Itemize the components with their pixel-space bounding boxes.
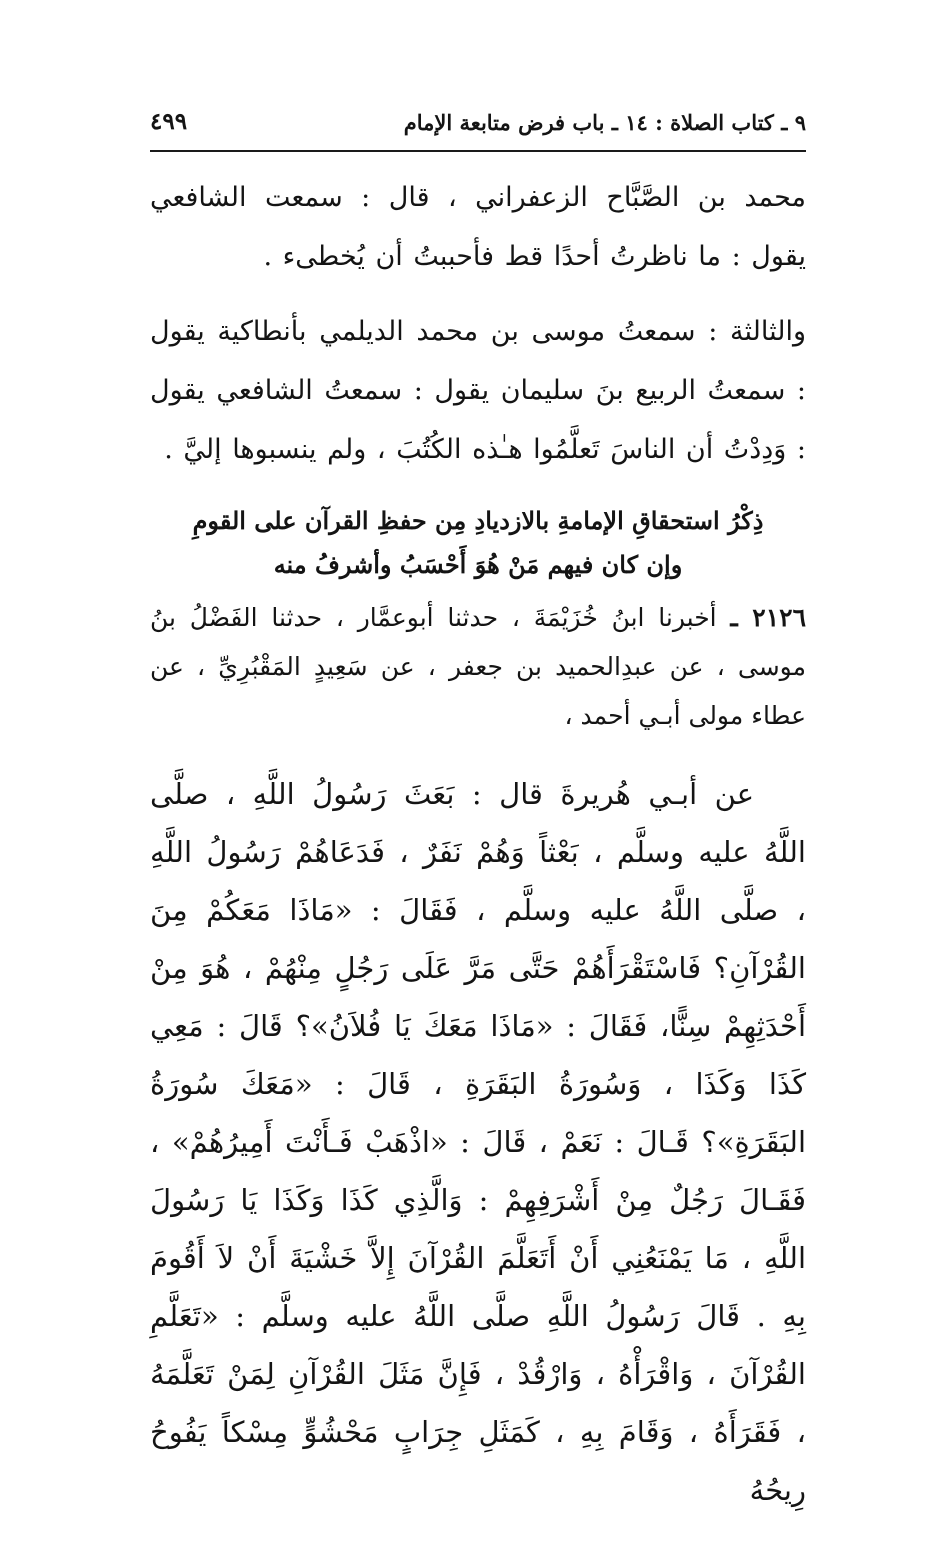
paragraph-third-narration: والثالثة : سمعتُ موسى بن محمد الديلمي بأنطاكية يقول : سمعتُ الربيع بنَ سليمان يقول : سمعتُ الشافعي يقول : وَدِدْتُ أن الناسَ تَعلَّمُوا هـٰذه الكُتُبَ ، ولم ينسبوها إليَّ . (150, 316, 806, 465)
chapter-heading-line-1: ذِكْرُ استحقاقِ الإمامةِ بالازديادِ مِن حفظِ القرآن على القومِ (192, 506, 764, 535)
paragraph-zafarani: محمد بن الصَّبَّاح الزعفراني ، قال : سمعت الشافعي يقول : ما ناظرتُ أحدًا قط فأحببتُ أن يُخطىء . (150, 182, 806, 272)
matn-indent (754, 777, 806, 811)
header-rule (150, 150, 806, 152)
hadith-isnad (150, 593, 806, 740)
page-body (150, 168, 806, 1548)
page-header (150, 104, 806, 148)
hadith-matn (150, 765, 806, 1519)
page-number: ٤٩٩ (150, 108, 188, 135)
hadith-number: ٢١٢٦ ـ (730, 603, 806, 632)
hadith-isnad-text: أخبرنا ابنُ خُزَيْمَةَ ، حدثنا أبوعمَّار ، حدثنا الفَضْلُ بنُ موسى ، عن عبدِالحميد بن جعفر ، عن سَعِيدٍ المَقْبُرِيِّ ، عن عطاء مولى أبـي أحمد ، (150, 603, 806, 730)
chapter-heading-line-2: وإن كان فيهم مَنْ هُوَ أَحْسَبُ وأشرفُ منه (273, 550, 683, 579)
chapter-heading (150, 499, 806, 587)
hadith-matn-text: عن أبـي هُريرةَ قال : بَعَثَ رَسُولُ اللَّهِ ، صلَّى اللَّهُ عليه وسلَّم ، بَعْثاً وَهُمْ نَفَرٌ ، فَدَعَاهُمْ رَسُولُ اللَّهِ ، صلَّى اللَّهُ عليه وسلَّم ، فَقَالَ : «مَاذَا مَعَكُمْ مِنَ القُرْآنِ؟ فَاسْتَقْرَأَهُمْ حَتَّى مَرَّ عَلَى رَجُلٍ مِنْهُمْ ، هُوَ مِنْ أَحْدَثِهِمْ سِنًّا، فَقَالَ : «مَاذَا مَعَكَ يَا فُلاَنُ»؟ قَالَ : مَعِي كَذَا وَكَذَا ، وَسُورَةُ البَقَرَةِ ، قَالَ : «مَعَكَ سُورَةُ البَقَرَةِ»؟ قَـالَ : نَعَمْ ، قَالَ : «اذْهَبْ فَـأَنْتَ أَمِيرُهُمْ» ، فَقَـالَ رَجُلٌ مِنْ أَشْرَفِهِمْ : وَالَّذِي كَذَا وَكَذَا يَا رَسُولَ اللَّهِ ، مَا يَمْنَعُنِي أَنْ أَتَعَلَّمَ القُرْآنَ إِلاَّ خَشْيَةَ أَنْ لاَ أَقُومَ بِهِ . قَالَ رَسُولُ اللَّهِ صلَّى اللَّهُ عليه وسلَّم : «تَعَلَّمِ القُرْآنَ ، وَاقْرَأْهُ ، وَارْقُدْ ، فَإِنَّ مَثَلَ القُرْآنِ لِمَنْ تَعَلَّمَهُ ، فَقَرَأَهُ ، وَقَامَ بِهِ ، كَمَثَلِ جِرَابٍ مَحْشُوٍّ مِسْكاً يَفُوحُ رِيحُهُ (150, 777, 806, 1507)
running-head: ٩ ـ كتاب الصلاة : ١٤ ـ باب فرض متابعة الإمام (403, 110, 806, 135)
